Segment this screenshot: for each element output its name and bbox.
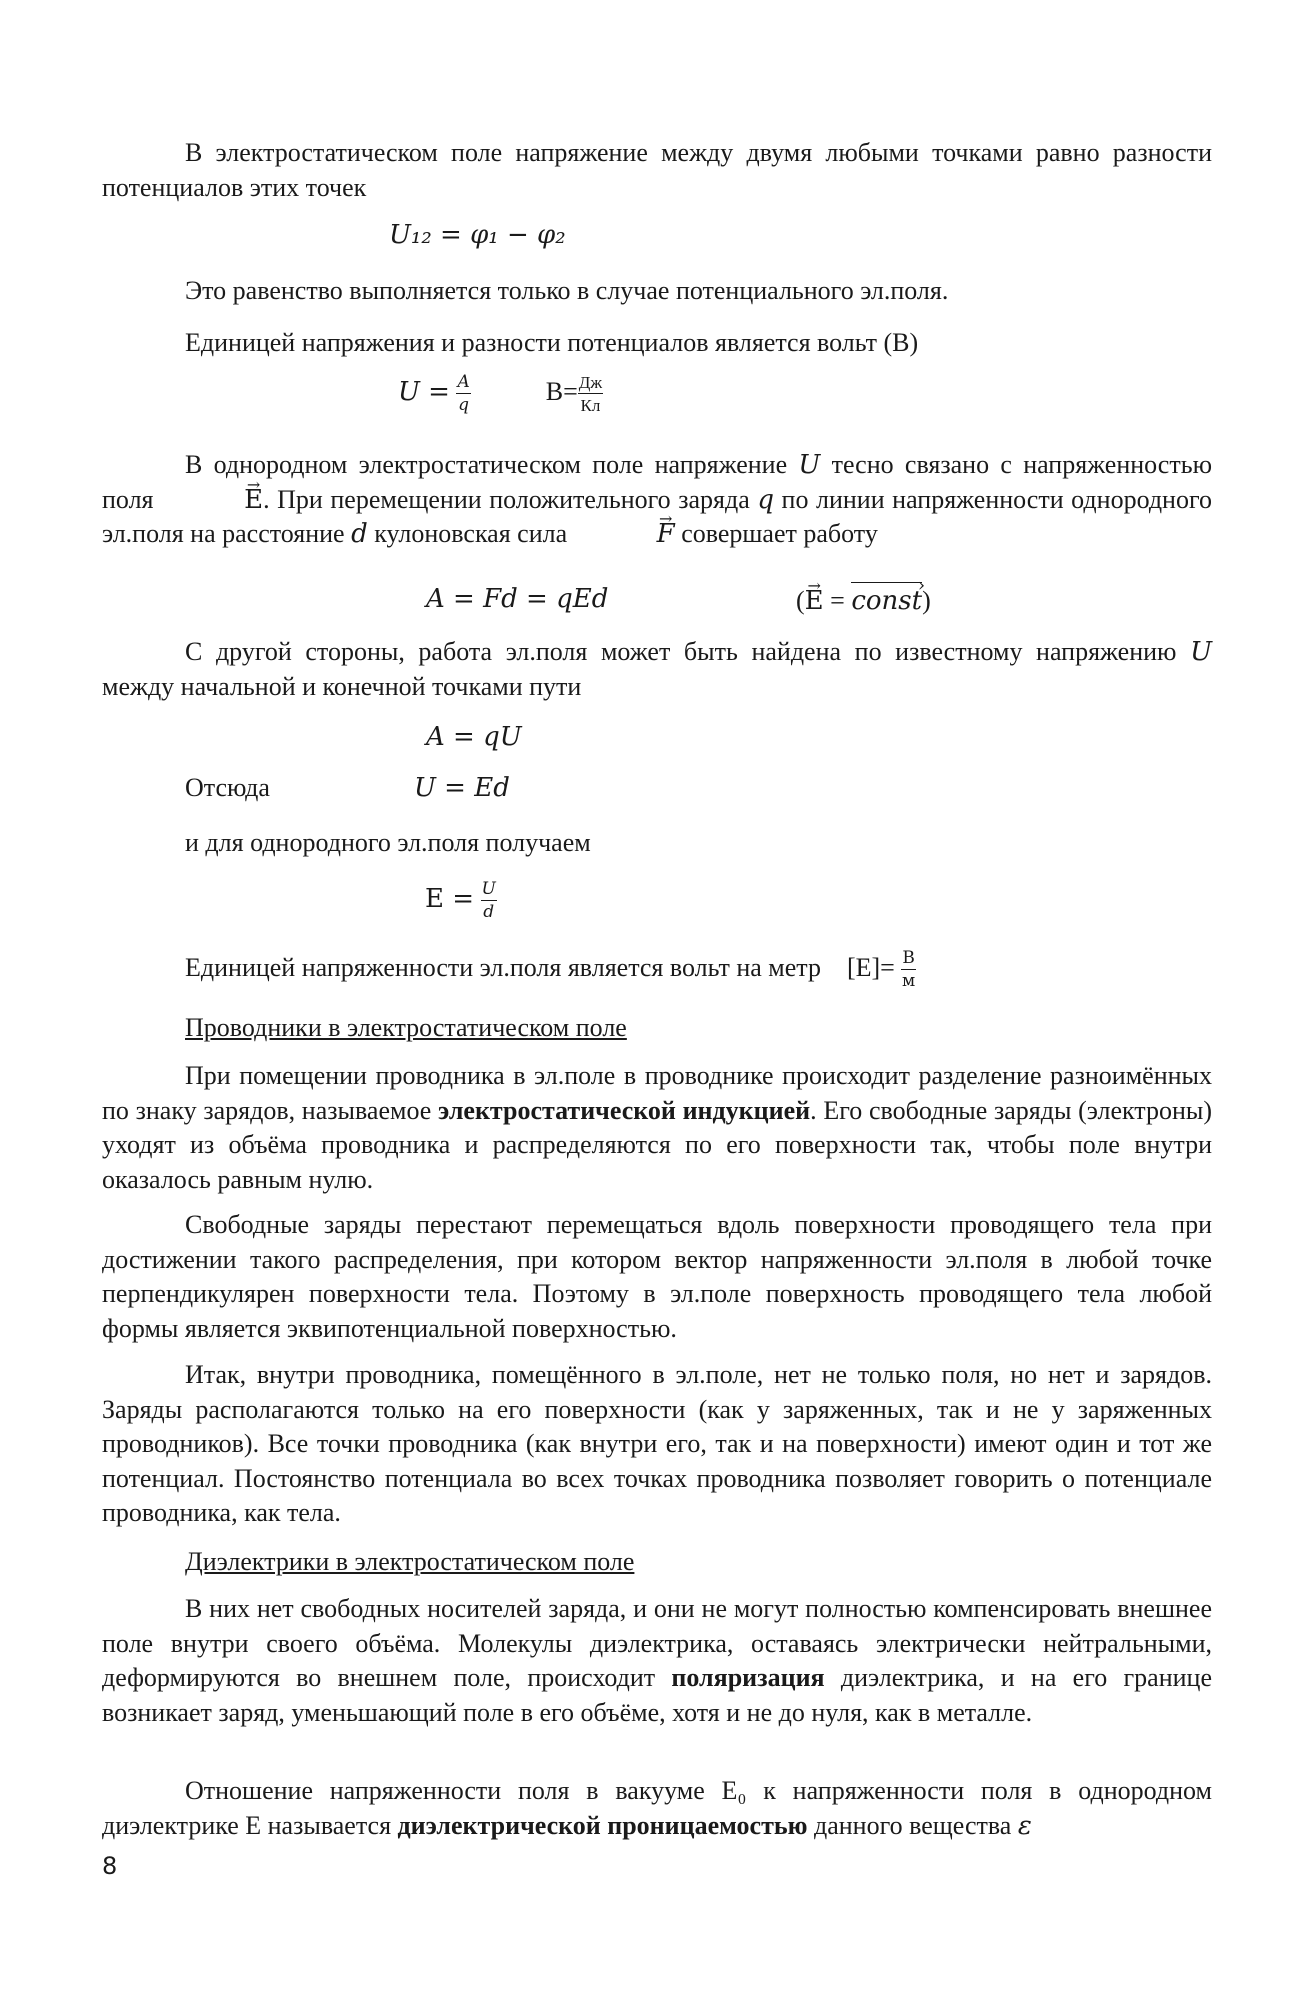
formula-work-charge-voltage: A = qU bbox=[426, 722, 522, 752]
paragraph-uniform-field-work bbox=[102, 448, 1212, 552]
term-dielectric-permittivity: диэлектрической проницаемостью bbox=[397, 1810, 808, 1840]
vector-e: → E bbox=[161, 483, 263, 518]
paragraph-uniform-field-result: и для однородного эл.поля получаем bbox=[185, 828, 591, 857]
paragraph-electrostatic-induction bbox=[102, 1059, 1212, 1197]
bracket-open: ( bbox=[796, 586, 805, 615]
equals-sign: = bbox=[823, 586, 852, 615]
text-run: данного вещества bbox=[807, 1810, 1018, 1840]
paragraph-polarization bbox=[102, 1592, 1212, 1730]
fraction-denominator: Кл bbox=[580, 396, 601, 415]
text-run: тесно связано с напряженностью поля bbox=[102, 450, 1212, 514]
fraction-numerator: Дж bbox=[578, 373, 603, 392]
paragraph-dielectric-permittivity bbox=[102, 1774, 1212, 1843]
bracket-close: ) bbox=[922, 586, 931, 615]
page-number: 8 bbox=[102, 1852, 118, 1880]
vector-e: → E bbox=[805, 584, 824, 618]
text-run: С другой стороны, работа эл.поля может быть найдена по известному напряжению bbox=[185, 637, 1191, 666]
fraction-joule-over-coulomb bbox=[578, 374, 603, 414]
text-run: . Его свободные заряды (электроны) уходят из объёма проводника и распределяются по его поверхности так, чтобы поле внутри оказалось равным нулю. bbox=[102, 1095, 1213, 1194]
vector-const: const › bbox=[851, 582, 922, 618]
paragraph-field-unit bbox=[185, 950, 916, 990]
paragraph-work-from-voltage bbox=[102, 635, 1212, 704]
formula-lhs: U = bbox=[398, 376, 450, 407]
text-run: Отношение напряженности поля в вакууме E₀ к напряженности поля в однородном диэлектрике E называется bbox=[102, 1776, 1212, 1840]
text-run: Единицей напряженности эл.поля является вольт на метр bbox=[185, 952, 821, 982]
unit-field-lhs: [E]= bbox=[846, 952, 895, 982]
fraction-a-over-q bbox=[456, 374, 470, 414]
text-run: совершает работу bbox=[674, 519, 878, 548]
formula-field-strength bbox=[425, 881, 497, 921]
fraction-numerator: В bbox=[902, 948, 915, 968]
formula-potential-difference: U₁₂ = φ₁ − φ₂ bbox=[389, 220, 566, 250]
symbol-epsilon: ε bbox=[1017, 1810, 1032, 1841]
text-run: При помещении проводника в эл.поле в проводнике происходит разделение разноимённых по знаку зарядов, называемое bbox=[102, 1061, 1212, 1125]
label-hence: Отсюда bbox=[185, 773, 270, 802]
fraction-volt-per-meter bbox=[901, 950, 916, 990]
fraction-denominator: q bbox=[458, 395, 470, 415]
text-run: между начальной и конечной точками пути bbox=[102, 671, 582, 701]
fraction-numerator: A bbox=[457, 372, 470, 392]
paragraph-potential-field-note: Это равенство выполняется только в случае потенциального эл.поля. bbox=[185, 276, 949, 305]
text-run: по линии напряженности однородного эл.поля на расстояние bbox=[102, 484, 1212, 548]
term-polarization: поляризация bbox=[671, 1663, 825, 1692]
symbol-q: q bbox=[757, 484, 774, 515]
paragraph-equipotential-surface: Свободные заряды перестают перемещаться вдоль поверхности проводящего тела при достижении такого распределения, при котором вектор напряженности эл.поля в любой точке перпендикулярен поверхности тела. Поэтому в эл.поле поверхность проводящего тела любой формы является эквипотенциальной поверхностью. bbox=[102, 1210, 1212, 1343]
paragraph-voltage-definition: В электростатическом поле напряжение между двумя любыми точками равно разности потенциалов этих точек bbox=[102, 138, 1212, 202]
text-run: В них нет свободных носителей заряда, и они не могут полностью компенсировать внешнее поле внутри своего объёма. Молекулы диэлектрика, оставаясь электрически нейтральными, деформируются во внешнем поле, происходит bbox=[102, 1594, 1212, 1692]
formula-work-uniform-field: A = Fd = qEd bbox=[426, 584, 609, 614]
term-electrostatic-induction: электростатической индукцией bbox=[438, 1095, 811, 1125]
text-run: В однородном электростатическом поле напряжение bbox=[185, 450, 799, 479]
symbol-u: U bbox=[1190, 637, 1212, 667]
symbol-u: U bbox=[798, 450, 821, 480]
formula-voltage-field-distance: U = Ed bbox=[414, 773, 510, 803]
formula-lhs: E = bbox=[425, 883, 475, 914]
paragraph-conductor-potential: Итак, внутри проводника, помещённого в эл.поле, нет не только поля, но нет и зарядов. Заряды располагаются только на его поверхности (как у заряженных, так и не у заряженных проводников). Все точки проводника (как внутри его, так и на поверхности) имеют один и тот же потенциал. Постоянство потенциала во всех точках проводника позволяет говорить о потенциале проводника, как тела. bbox=[102, 1360, 1212, 1527]
text-run: диэлектрика, и на его границе возникает заряд, уменьшающий поле в его объёме, хотя и не до нуля, как в металле. bbox=[102, 1663, 1212, 1727]
fraction-denominator: м bbox=[901, 971, 916, 991]
unit-volt-lhs: В= bbox=[545, 376, 578, 406]
fraction-u-over-d bbox=[481, 881, 497, 921]
section-heading-dielectrics: Диэлектрики в электростатическом поле bbox=[185, 1547, 635, 1576]
symbol-d: d bbox=[351, 519, 368, 549]
formula-constant-field-condition bbox=[796, 582, 931, 618]
text-run: кулоновская сила bbox=[367, 519, 574, 548]
vector-f: → F bbox=[574, 517, 675, 552]
text-run: . При перемещении положительного заряда bbox=[263, 484, 758, 514]
section-heading-conductors: Проводники в электростатическом поле bbox=[185, 1013, 627, 1042]
fraction-numerator: U bbox=[481, 879, 496, 899]
fraction-denominator: d bbox=[483, 902, 495, 922]
formula-voltage-work-charge bbox=[398, 374, 603, 414]
paragraph-volt-unit: Единицей напряжения и разности потенциалов является вольт (В) bbox=[185, 328, 919, 357]
